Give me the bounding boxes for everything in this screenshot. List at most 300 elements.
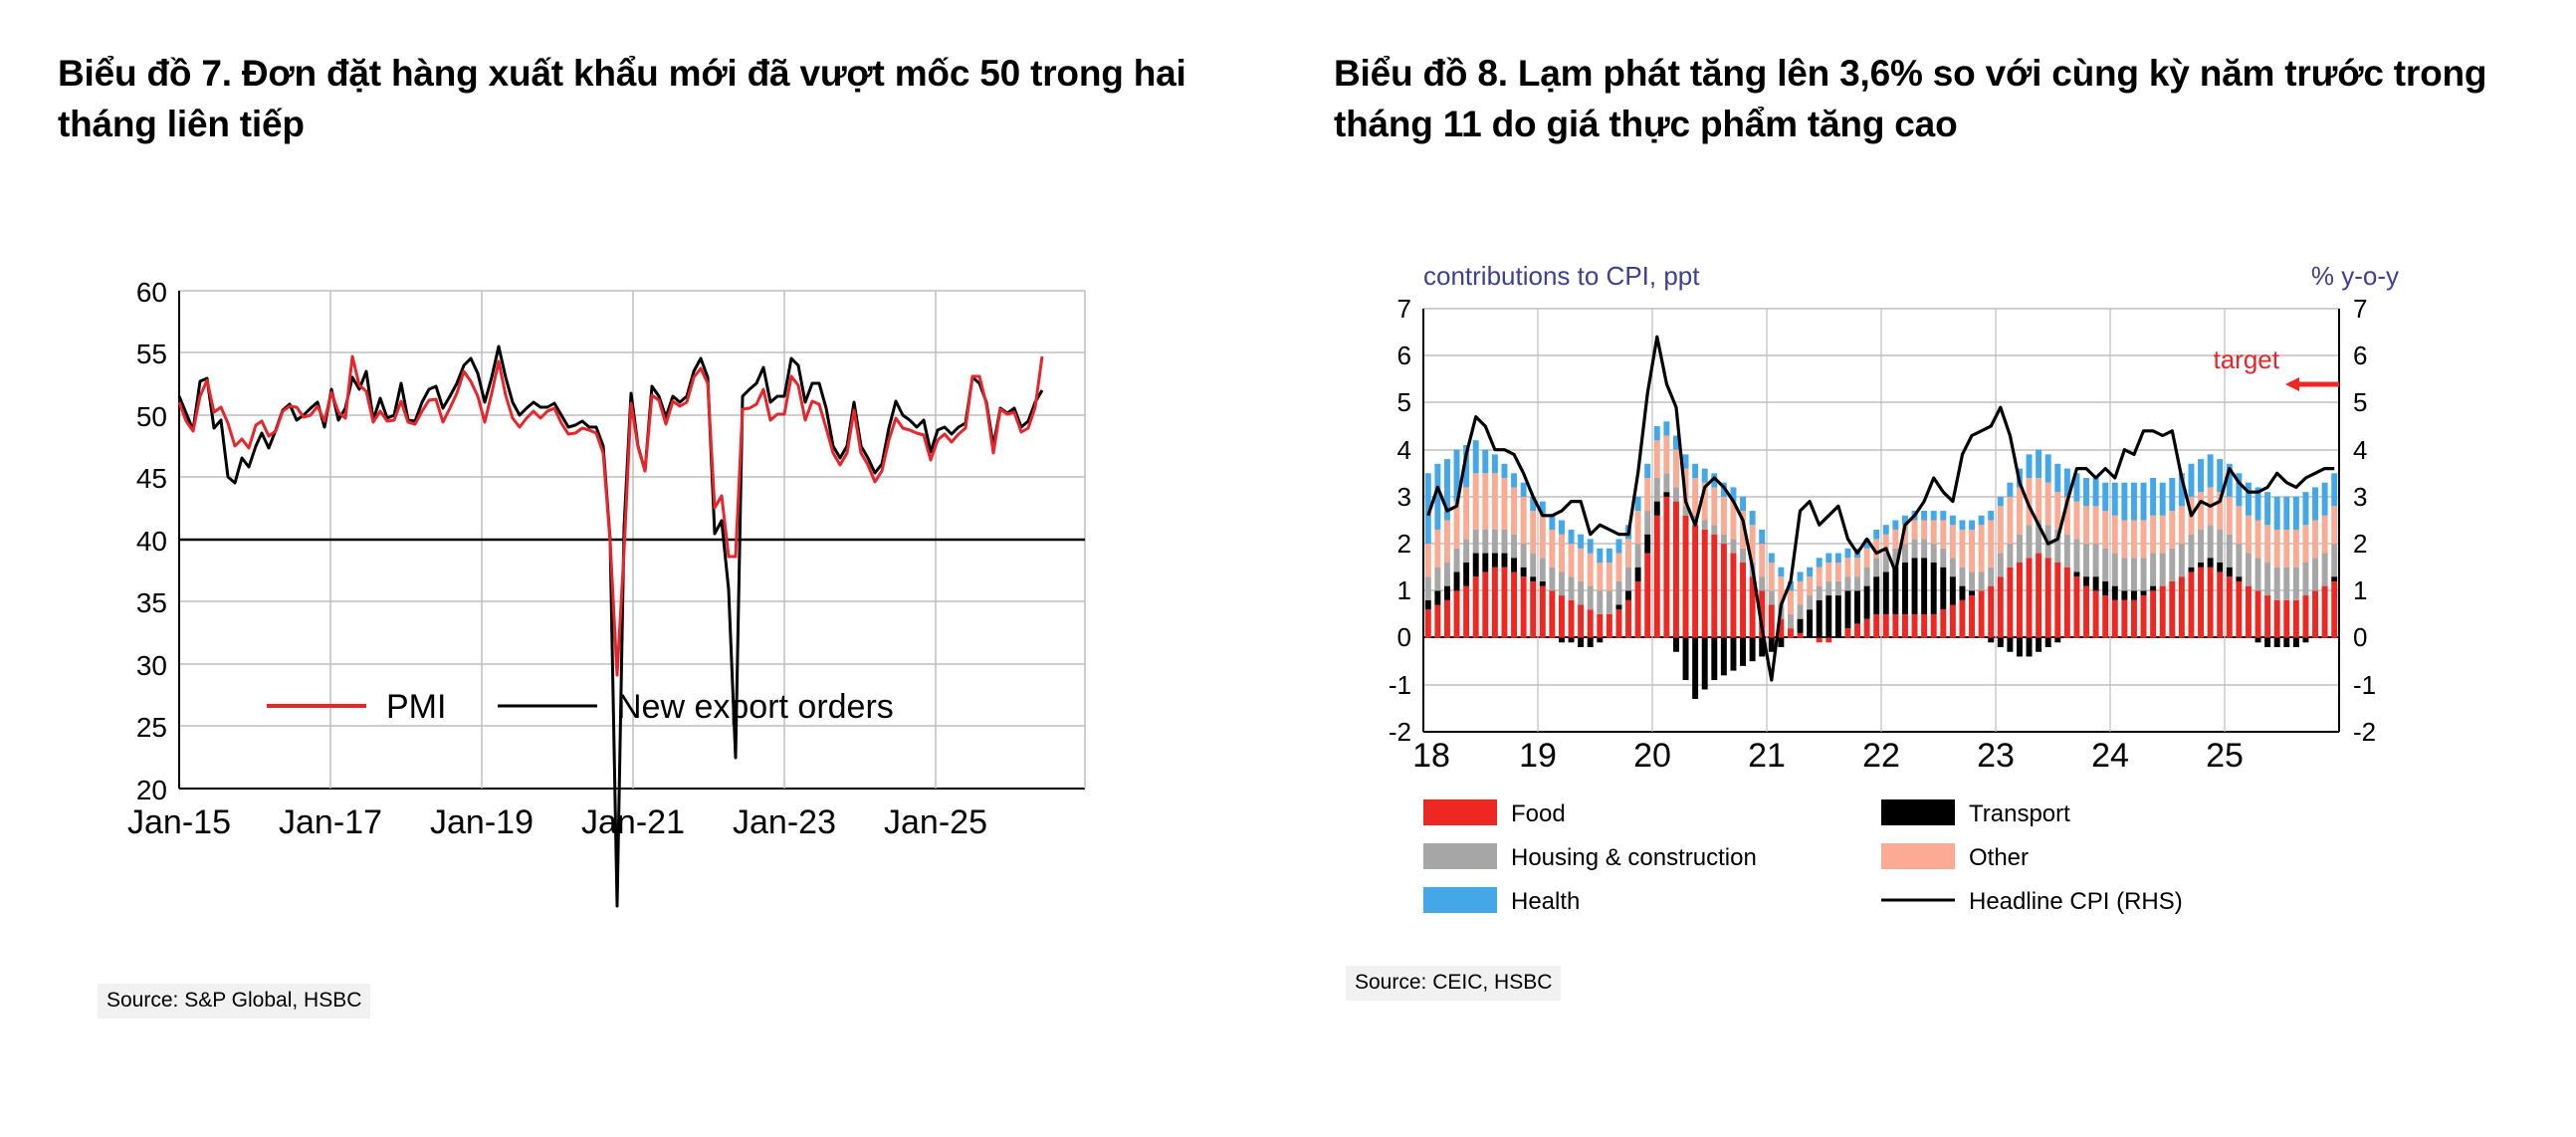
- cpi-bar-segment: [2073, 571, 2079, 576]
- cpi-bar-segment: [1892, 521, 1898, 530]
- cpi-bar-segment: [2198, 563, 2204, 568]
- cpi-bar-segment: [1730, 539, 1736, 553]
- cpi-bar-segment: [1492, 473, 1498, 530]
- target-label: target: [2213, 344, 2279, 374]
- cpi-bar-segment: [2141, 521, 2147, 559]
- pmi-legend: [267, 688, 894, 726]
- pmi-chart-plot: [100, 271, 1194, 928]
- cpi-bar-segment: [1730, 638, 1736, 671]
- cpi-bar-segment: [2102, 549, 2108, 581]
- cpi-bar-segment: [1425, 609, 1431, 637]
- cpi-y-axis-left-labels: [1389, 294, 1411, 747]
- legend-label-housing: Housing & construction: [1511, 844, 1757, 871]
- cpi-bar-segment: [2322, 483, 2328, 516]
- svg-text:7: 7: [2353, 294, 2368, 324]
- cpi-bar-segment: [1854, 558, 1860, 576]
- cpi-bar-segment: [2036, 478, 2041, 521]
- cpi-bar-segment: [1530, 554, 1536, 577]
- cpi-bar-segment: [1549, 568, 1555, 591]
- cpi-bar-segment: [2274, 600, 2280, 638]
- cpi-bar-segment: [2073, 576, 2079, 637]
- cpi-bar-segment: [1511, 535, 1517, 559]
- legend-label-transport: Transport: [1969, 800, 2070, 827]
- cpi-bar-segment: [1588, 609, 1594, 637]
- cpi-bar-segment: [2160, 586, 2166, 638]
- cpi-bar-segment: [2208, 525, 2214, 558]
- cpi-bar-segment: [2312, 487, 2318, 520]
- cpi-bar-segment: [1902, 563, 1908, 614]
- cpi-bar-segment: [2179, 544, 2185, 576]
- cpi-bar-segment: [2131, 600, 2137, 638]
- cpi-bar-segment: [1969, 530, 1975, 572]
- cpi-bar-segment: [2083, 544, 2089, 576]
- svg-text:-2: -2: [1388, 717, 1411, 747]
- cpi-bar-segment: [2322, 586, 2328, 638]
- cpi-bar-segment: [1921, 539, 1927, 558]
- cpi-bar-segment: [1950, 605, 1956, 638]
- cpi-bar-segment: [1482, 530, 1488, 554]
- legend-label-food: Food: [1511, 800, 1566, 827]
- cpi-bar-segment: [1692, 638, 1698, 699]
- cpi-bar-segment: [1692, 525, 1698, 637]
- cpi-bar-segment: [2160, 516, 2166, 554]
- cpi-bar-segment: [1998, 497, 2004, 506]
- cpi-bar-segment: [2246, 483, 2252, 516]
- cpi-bar-segment: [1463, 586, 1469, 638]
- cpi-bar-segment: [1454, 590, 1460, 637]
- cpi-bar-segment: [2112, 586, 2118, 600]
- svg-text:Jan-17: Jan-17: [279, 803, 382, 841]
- cpi-bar-segment: [1540, 558, 1546, 581]
- cpi-bar-segment: [2302, 492, 2308, 525]
- cpi-bar-segment: [1912, 614, 1918, 638]
- cpi-bar-segment: [2045, 483, 2051, 525]
- cpi-bar-segment: [1940, 511, 1946, 520]
- cpi-bar-segment: [1979, 590, 1985, 637]
- cpi-bar-segment: [2227, 497, 2233, 535]
- cpi-bar-segment: [1835, 563, 1841, 581]
- cpi-bar-segment: [1540, 581, 1546, 586]
- cpi-bar-segment: [1635, 511, 1641, 544]
- cpi-bar-segment: [2217, 563, 2223, 571]
- svg-text:50: 50: [135, 401, 167, 432]
- legend-label-headline-cpi: Headline CPI (RHS): [1969, 888, 2183, 915]
- cpi-bar-segment: [2322, 516, 2328, 554]
- cpi-bar-segment: [1511, 473, 1517, 487]
- cpi-bar-segment: [2083, 506, 2089, 544]
- cpi-bar-segment: [1921, 558, 1927, 614]
- cpi-bar-segment: [2264, 492, 2270, 525]
- svg-text:Jan-23: Jan-23: [733, 803, 836, 841]
- cpi-bar-segment: [1654, 502, 1660, 516]
- svg-text:5: 5: [1396, 387, 1411, 417]
- cpi-bar-segment: [1798, 571, 1804, 580]
- cpi-bar-segment: [1607, 563, 1612, 590]
- svg-text:24: 24: [2091, 737, 2129, 775]
- pmi-x-axis-labels: [127, 803, 987, 841]
- cpi-bar-segment: [1864, 619, 1870, 638]
- cpi-bar-segment: [2083, 576, 2089, 585]
- cpi-bar-segment: [1559, 521, 1565, 535]
- cpi-bar-segment: [2112, 554, 2118, 586]
- cpi-bar-segment: [1625, 590, 1631, 599]
- cpi-bar-segment: [2027, 558, 2033, 637]
- cpi-bar-segment: [2188, 568, 2194, 572]
- cpi-bar-segment: [2083, 478, 2089, 506]
- svg-text:2: 2: [1396, 529, 1411, 559]
- cpi-bar-segment: [1940, 568, 1946, 610]
- cpi-bar-segment: [1654, 440, 1660, 478]
- legend-swatch-food: [1423, 799, 1497, 825]
- cpi-bar-segment: [1588, 586, 1594, 610]
- cpi-bar-segment: [1798, 581, 1804, 605]
- cpi-bar-segment: [1597, 563, 1603, 590]
- cpi-bar-segment: [2093, 478, 2099, 506]
- cpi-bar-segment: [1521, 483, 1527, 497]
- cpi-bar-segment: [1625, 539, 1631, 567]
- cpi-bar-segment: [1434, 590, 1440, 604]
- cpi-bar-segment: [1835, 554, 1841, 563]
- cpi-bar-segment: [1663, 473, 1669, 492]
- cpi-bar-segment: [1807, 568, 1813, 576]
- cpi-bar-segment: [2312, 590, 2318, 637]
- svg-text:0: 0: [1396, 622, 1411, 652]
- cpi-bar-segment: [2246, 516, 2252, 554]
- cpi-bar-segment: [1892, 614, 1898, 638]
- cpi-bar-segment: [2293, 530, 2299, 568]
- cpi-bar-segment: [1454, 571, 1460, 590]
- cpi-bar-segment: [1625, 568, 1631, 591]
- cpi-bar-segment: [2027, 638, 2033, 657]
- cpi-bar-segment: [2217, 530, 2223, 563]
- cpi-bar-segment: [2188, 571, 2194, 637]
- cpi-bar-segment: [1521, 576, 1527, 637]
- svg-text:21: 21: [1748, 737, 1786, 775]
- cpi-bar-segment: [1759, 576, 1765, 590]
- cpi-bar-segment: [1969, 595, 1975, 638]
- cpi-bar-segment: [1615, 581, 1621, 605]
- legend-label-new-export-orders: New export orders: [617, 688, 894, 726]
- cpi-bar-segment: [2322, 554, 2328, 586]
- cpi-bar-segment: [2121, 483, 2127, 521]
- cpi-bar-segment: [1463, 563, 1469, 586]
- cpi-right-axis-caption: % y-o-y: [2310, 261, 2399, 291]
- cpi-bar-segment: [2179, 576, 2185, 637]
- cpi-bar-segment: [2017, 535, 2023, 563]
- cpi-bar-segment: [2121, 600, 2127, 638]
- cpi-bar-segment: [2141, 590, 2147, 595]
- cpi-bar-segment: [1473, 530, 1479, 554]
- cpi-bar-segment: [1835, 581, 1841, 595]
- cpi-bar-segment: [2208, 558, 2214, 567]
- svg-text:4: 4: [1396, 435, 1411, 465]
- cpi-bar-segment: [1988, 568, 1994, 586]
- cpi-bar-segment: [2169, 549, 2175, 581]
- cpi-bar-segment: [2293, 497, 2299, 530]
- cpi-bar-segment: [2150, 478, 2156, 516]
- svg-text:25: 25: [135, 712, 167, 743]
- cpi-bar-segment: [1817, 600, 1823, 638]
- cpi-bar-segment: [1482, 450, 1488, 474]
- cpi-bar-segment: [1492, 554, 1498, 568]
- cpi-bar-segment: [2255, 558, 2261, 590]
- cpi-bar-segment: [1778, 568, 1784, 576]
- cpi-bar-segment: [1873, 614, 1879, 638]
- cpi-bar-segment: [2331, 576, 2337, 581]
- cpi-bar-segment: [1798, 619, 1804, 633]
- cpi-bar-segment: [1588, 539, 1594, 553]
- svg-text:20: 20: [1633, 737, 1671, 775]
- cpi-bar-segment: [1559, 535, 1565, 572]
- cpi-bar-segment: [1721, 544, 1727, 637]
- cpi-bar-segment: [1434, 568, 1440, 591]
- cpi-bar-segment: [1492, 530, 1498, 554]
- cpi-bar-segment: [1807, 609, 1813, 637]
- cpi-bar-segment: [1463, 539, 1469, 563]
- cpi-bar-segment: [1864, 586, 1870, 619]
- cpi-bar-segment: [2283, 600, 2289, 638]
- svg-text:2: 2: [2353, 529, 2368, 559]
- cpi-bar-segment: [2131, 590, 2137, 599]
- cpi-bar-segment: [1759, 544, 1765, 576]
- cpi-bar-segment: [2045, 558, 2051, 637]
- cpi-bar-segment: [2331, 581, 2337, 638]
- cpi-bar-segment: [2160, 554, 2166, 586]
- cpi-bar-segment: [2093, 506, 2099, 544]
- cpi-bar-segment: [2179, 506, 2185, 544]
- cpi-bar-segment: [1654, 426, 1660, 440]
- cpi-bar-segment: [1569, 638, 1575, 643]
- cpi-bar-segment: [2236, 506, 2242, 544]
- cpi-bar-segment: [1540, 516, 1546, 559]
- cpi-bar-segment: [2264, 595, 2270, 638]
- cpi-bar-segment: [1711, 487, 1717, 525]
- cpi-bar-segment: [2217, 571, 2223, 637]
- cpi-bar-segment: [1921, 614, 1927, 638]
- cpi-bar-segment: [1635, 568, 1641, 581]
- cpi-bar-segment: [1750, 638, 1756, 662]
- cpi-bar-segment: [1721, 497, 1727, 535]
- cpi-bar-segment: [2036, 450, 2041, 478]
- svg-text:1: 1: [1396, 575, 1411, 605]
- cpi-bar-segment: [2227, 535, 2233, 568]
- cpi-bar-segment: [2331, 473, 2337, 506]
- cpi-bar-segment: [1663, 492, 1669, 497]
- cpi-bar-segment: [2007, 568, 2013, 638]
- cpi-bar-segment: [1549, 530, 1555, 568]
- cpi-bar-segment: [1825, 595, 1831, 638]
- cpi-bar-segment: [2198, 568, 2204, 638]
- cpi-bar-segment: [2150, 590, 2156, 637]
- cpi-bar-segment: [1511, 571, 1517, 637]
- cpi-bar-segment: [1778, 638, 1784, 647]
- cpi-bar-segment: [1501, 530, 1507, 554]
- cpi-bar-segment: [2198, 459, 2204, 492]
- cpi-bar-segment: [2274, 530, 2280, 568]
- cpi-bar-segment: [1683, 638, 1689, 681]
- cpi-legend: [1423, 799, 2183, 915]
- cpi-bar-segment: [2255, 638, 2261, 643]
- cpi-bar-segment: [1883, 571, 1889, 614]
- cpi-bar-segment: [1979, 571, 1985, 590]
- cpi-bar-segment: [1711, 535, 1717, 638]
- cpi-bar-segment: [2093, 544, 2099, 576]
- cpi-bar-segment: [2169, 478, 2175, 511]
- cpi-bar-segment: [2131, 483, 2137, 521]
- cpi-bar-segment: [1825, 638, 1831, 643]
- cpi-bar-segment: [1912, 558, 1918, 614]
- svg-text:55: 55: [135, 339, 167, 369]
- cpi-bar-segment: [1969, 590, 1975, 595]
- cpi-bar-segment: [1892, 530, 1898, 549]
- cpi-bar-segment: [2112, 600, 2118, 638]
- cpi-bar-segment: [2283, 568, 2289, 600]
- cpi-bar-segment: [1979, 516, 1985, 525]
- cpi-bar-segment: [1873, 576, 1879, 614]
- cpi-bar-segment: [1711, 525, 1717, 534]
- cpi-bar-segment: [2283, 530, 2289, 568]
- cpi-bar-segment: [2054, 563, 2060, 638]
- cpi-bar-segment: [1692, 464, 1698, 478]
- legend-label-health: Health: [1511, 888, 1581, 915]
- cpi-bar-segment: [1844, 576, 1850, 590]
- cpi-bar-segment: [2283, 638, 2289, 647]
- cpi-bar-segment: [1759, 530, 1765, 544]
- cpi-bar-segment: [1482, 473, 1488, 530]
- cpi-bar-segment: [1979, 525, 1985, 571]
- cpi-bar-segment: [1940, 549, 1946, 568]
- cpi-bar-segment: [1607, 614, 1612, 638]
- svg-text:22: 22: [1862, 737, 1900, 775]
- cpi-bar-segment: [1969, 571, 1975, 590]
- cpi-bar-segment: [1501, 478, 1507, 530]
- cpi-bar-segment: [2188, 535, 2194, 568]
- cpi-bar-segment: [1663, 436, 1669, 474]
- cpi-bar-segment: [1511, 487, 1517, 534]
- cpi-bar-segment: [1931, 521, 1937, 545]
- cpi-bar-segment: [2302, 525, 2308, 563]
- cpi-bar-segment: [1644, 554, 1650, 638]
- cpi-bar-segment: [1988, 586, 1994, 638]
- cpi-bar-segment: [1950, 525, 1956, 558]
- cpi-bar-segment: [1931, 614, 1937, 638]
- cpi-bar-segment: [1940, 609, 1946, 637]
- cpi-bar-segment: [1521, 544, 1527, 568]
- cpi-bar-segment: [1482, 571, 1488, 637]
- cpi-bar-segment: [1912, 539, 1918, 558]
- cpi-bar-segment: [1444, 600, 1450, 638]
- cpi-bar-segment: [2274, 638, 2280, 647]
- cpi-bar-segment: [1644, 464, 1650, 478]
- right-chart-panel: [1324, 0, 2576, 1137]
- left-chart-source: Source: S&P Global, HSBC: [98, 984, 370, 1019]
- cpi-bar-segment: [1959, 568, 1965, 586]
- cpi-bar-segment: [1454, 549, 1460, 572]
- cpi-bar-segment: [1931, 563, 1937, 614]
- cpi-bar-segment: [2131, 558, 2137, 590]
- svg-text:5: 5: [2353, 387, 2368, 417]
- svg-text:0: 0: [2353, 622, 2368, 652]
- cpi-bar-segment: [1702, 521, 1708, 530]
- cpi-bar-segment: [1921, 521, 1927, 540]
- cpi-bar-segment: [1998, 506, 2004, 553]
- cpi-bar-segment: [1615, 539, 1621, 553]
- cpi-bar-segment: [1730, 554, 1736, 638]
- cpi-bar-segment: [2054, 638, 2060, 643]
- cpi-bar-segment: [2255, 590, 2261, 637]
- cpi-bar-segment: [2293, 600, 2299, 638]
- cpi-bar-segment: [2007, 544, 2013, 568]
- cpi-bar-segment: [1921, 511, 1927, 520]
- cpi-bar-segment: [1825, 554, 1831, 563]
- cpi-bar-segment: [1530, 581, 1536, 638]
- cpi-bar-segment: [1844, 549, 1850, 558]
- cpi-bar-segment: [2236, 576, 2242, 581]
- cpi-bar-segment: [2217, 459, 2223, 492]
- cpi-bar-segment: [1644, 511, 1650, 535]
- cpi-bar-segment: [2017, 563, 2023, 638]
- cpi-bar-segment: [1569, 530, 1575, 544]
- cpi-bar-segment: [2264, 525, 2270, 563]
- legend-swatch-health: [1423, 887, 1497, 913]
- svg-text:-1: -1: [2353, 670, 2377, 700]
- cpi-bar-segment: [1635, 544, 1641, 568]
- cpi-bar-segment: [2045, 454, 2051, 482]
- cpi-bar-segment: [1492, 568, 1498, 638]
- cpi-bar-segment: [1740, 549, 1746, 563]
- cpi-bar-segment: [2121, 558, 2127, 590]
- cpi-bar-segment: [2141, 595, 2147, 638]
- cpi-bar-segment: [1597, 638, 1603, 643]
- cpi-bar-segment: [1425, 544, 1431, 576]
- cpi-bar-segment: [1807, 576, 1813, 595]
- cpi-bar-segment: [1864, 568, 1870, 586]
- cpi-bar-segment: [2112, 483, 2118, 516]
- cpi-bar-segment: [2312, 521, 2318, 559]
- svg-text:35: 35: [135, 587, 167, 618]
- cpi-bar-segment: [1798, 633, 1804, 638]
- cpi-bar-segment: [1864, 549, 1870, 568]
- cpi-bar-segment: [2150, 516, 2156, 554]
- cpi-bar-segment: [1854, 576, 1860, 590]
- cpi-bar-segment: [1635, 497, 1641, 511]
- cpi-bar-segment: [1578, 581, 1584, 605]
- cpi-bar-segment: [2312, 558, 2318, 590]
- left-chart-title: Biểu đồ 7. Đơn đặt hàng xuất khẩu mới đã vượt mốc 50 trong hai tháng liên tiếp: [58, 53, 1186, 145]
- cpi-bar-segment: [1597, 590, 1603, 614]
- cpi-bar-segment: [1444, 586, 1450, 600]
- cpi-bar-segment: [2169, 581, 2175, 638]
- cpi-bar-segment: [1654, 478, 1660, 502]
- cpi-bar-segment: [1844, 558, 1850, 576]
- cpi-bar-segment: [1578, 638, 1584, 647]
- cpi-bar-segment: [1473, 440, 1479, 473]
- cpi-x-axis-labels: [1412, 737, 2244, 775]
- cpi-bar-segment: [2102, 511, 2108, 549]
- cpi-bar-segment: [1817, 638, 1823, 643]
- cpi-bar-segment: [2255, 521, 2261, 559]
- cpi-bar-segment: [2141, 558, 2147, 590]
- cpi-bar-segment: [1521, 497, 1527, 544]
- cpi-bar-segment: [1434, 605, 1440, 638]
- cpi-bar-segment: [1769, 638, 1775, 652]
- cpi-chart-plot: [1344, 257, 2538, 954]
- cpi-bar-segment: [2027, 525, 2033, 558]
- cpi-bar-segment: [1663, 421, 1669, 435]
- cpi-bar-segment: [1473, 554, 1479, 577]
- cpi-bar-segment: [2027, 454, 2033, 478]
- cpi-bar-segment: [1588, 554, 1594, 586]
